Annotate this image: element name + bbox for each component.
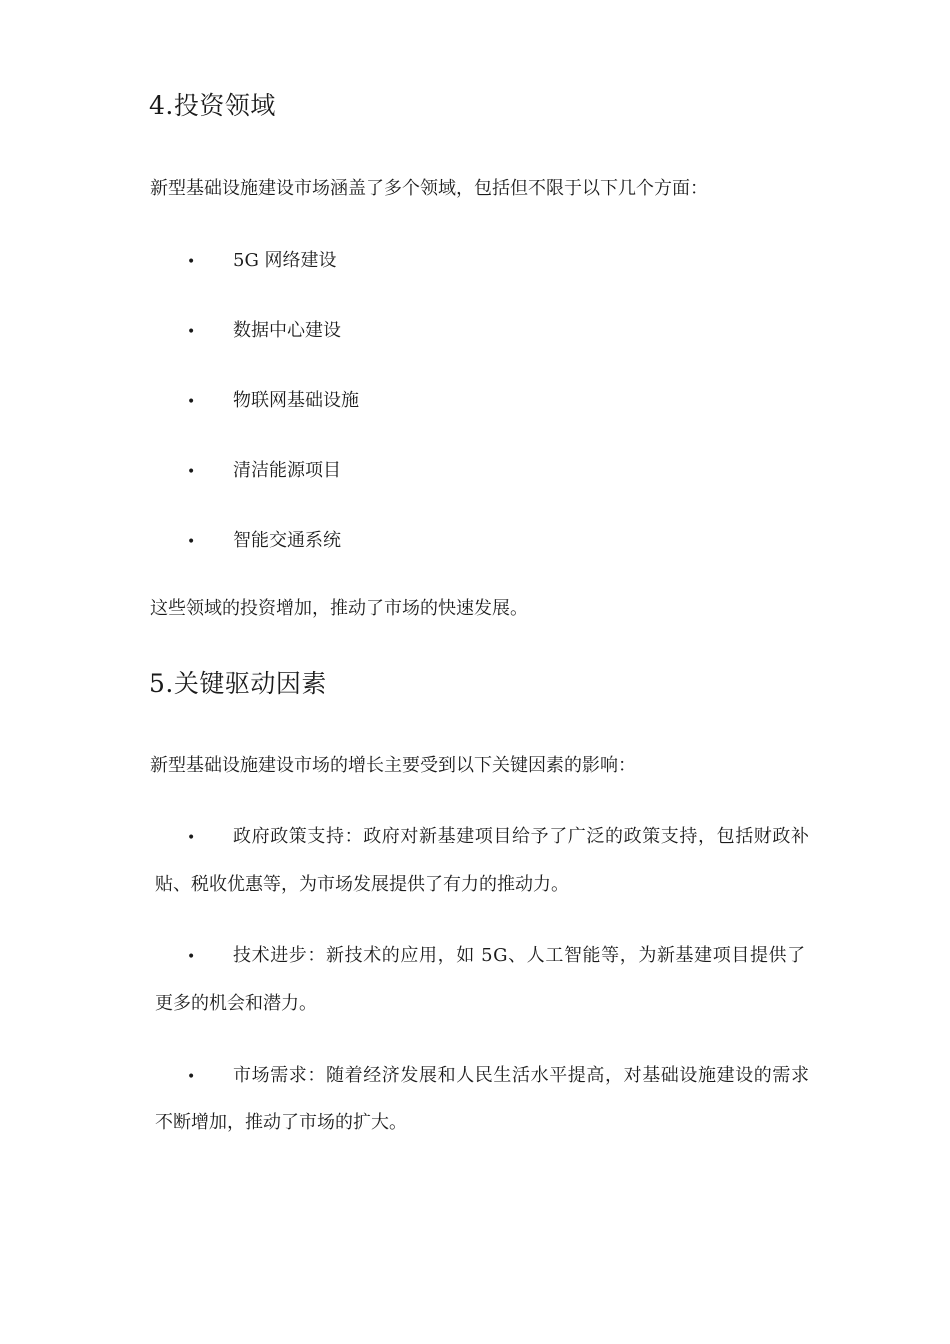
bullet-icon: • — [187, 949, 196, 965]
list-item-label: 5G 网络建设 — [233, 250, 337, 271]
factor-text-line2: 贴、税收优惠等，为市场发展提供了有力的推动力。 — [155, 874, 569, 895]
bullet-icon: • — [187, 534, 196, 550]
bullet-icon: • — [187, 324, 196, 340]
factor-text-line2: 不断增加，推动了市场的扩大。 — [155, 1112, 407, 1133]
section-4-intro: 新型基础设施建设市场涵盖了多个领域，包括但不限于以下几个方面： — [150, 178, 708, 199]
section-5-heading: 5.关键驱动因素 — [149, 669, 327, 698]
bullet-icon: • — [187, 464, 196, 480]
list-item-label: 智能交通系统 — [233, 530, 341, 551]
factor-text-line1: 技术进步：新技术的应用，如 5G、人工智能等，为新基建项目提供了 — [233, 945, 806, 966]
section-4-heading: 4.投资领域 — [149, 91, 276, 120]
bullet-icon: • — [187, 394, 196, 410]
factor-text-line1: 政府政策支持：政府对新基建项目给予了广泛的政策支持，包括财政补 — [233, 826, 810, 847]
bullet-icon: • — [187, 1069, 196, 1085]
bullet-icon: • — [187, 254, 196, 270]
bullet-icon: • — [187, 830, 196, 846]
list-item-label: 物联网基础设施 — [233, 390, 359, 411]
list-item-label: 清洁能源项目 — [233, 460, 341, 481]
factor-text-line2: 更多的机会和潜力。 — [155, 993, 317, 1014]
section-4-conclusion: 这些领域的投资增加，推动了市场的快速发展。 — [150, 598, 528, 619]
list-item-label: 数据中心建设 — [233, 320, 341, 341]
section-5-intro: 新型基础设施建设市场的增长主要受到以下关键因素的影响： — [150, 755, 636, 776]
factor-text-line1: 市场需求：随着经济发展和人民生活水平提高，对基础设施建设的需求 — [233, 1065, 810, 1086]
